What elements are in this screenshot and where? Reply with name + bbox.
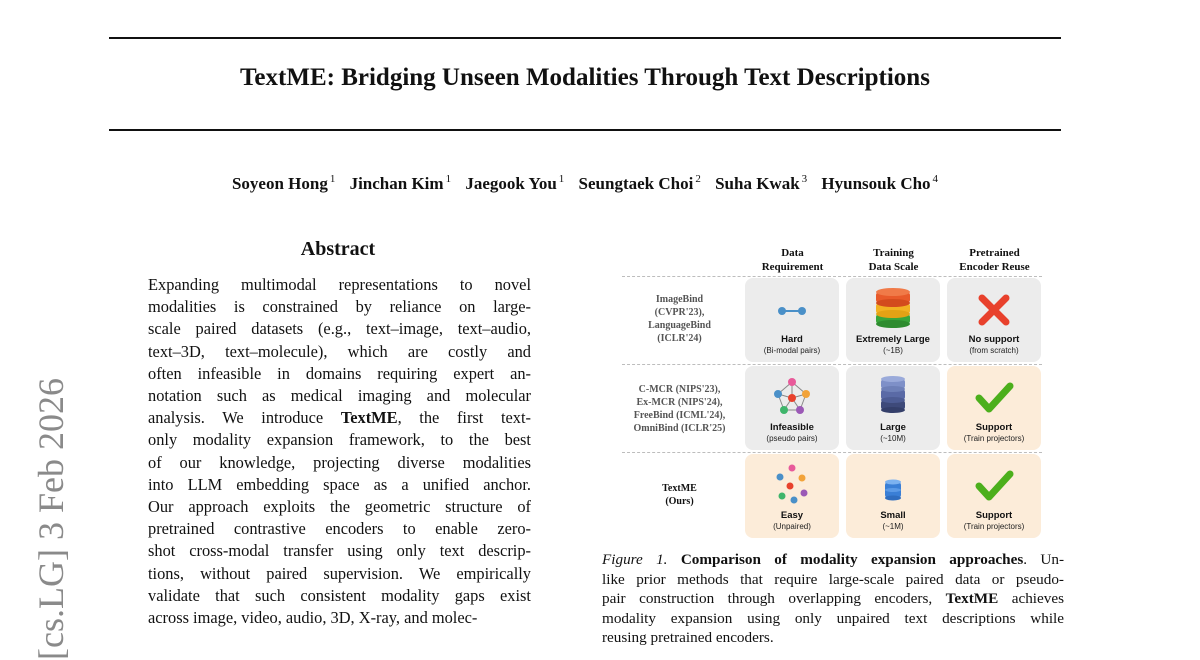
- paper-title: TextME: Bridging Unseen Modalities Through Text Descriptions: [240, 64, 930, 91]
- abstract-line: analysis. We introduce TextME, the first text-: [148, 408, 532, 428]
- abstract-line: Our approach exploits the geometric structure of: [148, 497, 531, 517]
- cell-easy: Easy (Unpaired): [745, 454, 839, 538]
- title-rule-bottom: [109, 129, 1061, 131]
- caption-line: like prior methods that require large-scale paired data or pseudo-: [602, 570, 1064, 588]
- green-check-icon: [974, 466, 1014, 506]
- abstract-line: Expanding multimodal representations to novel: [148, 275, 531, 294]
- divider: [622, 276, 1042, 277]
- author: Suha Kwak $^3$: [715, 173, 808, 193]
- figure-1: [620, 240, 1045, 540]
- author: Seungtaek Choi $^2$: [578, 173, 701, 193]
- col-head-training-scale: Training Data Scale: [868, 247, 919, 273]
- cell-hard: Hard (Bi-modal pairs): [745, 278, 839, 362]
- red-cross-icon: [974, 290, 1014, 330]
- abstract-line: often infeasible in domains requiring expert an-: [148, 363, 531, 383]
- cell-extremely-large: Extremely Large (~1B): [846, 278, 940, 362]
- col-head-encoder-reuse: Pretrained Encoder Reuse: [959, 247, 1030, 273]
- abstract-line: validate that such consistent modality gaps exist: [148, 585, 531, 605]
- abstract-line: text–3D, text–molecule), which are costly and: [148, 341, 531, 361]
- abstract-body: [148, 274, 531, 629]
- database-small-icon: [873, 466, 913, 508]
- network-graph-icon: [772, 376, 812, 418]
- cell-small: Small (~1M): [846, 454, 940, 538]
- abstract-line: into LLM embedding space as a unified anchor.: [148, 474, 531, 494]
- caption-line: Figure 1. Comparison of modality expansion approaches. Un-: [602, 551, 1065, 568]
- scattered-dots-icon: [772, 462, 812, 504]
- author: Soyeon Hong $^1$: [231, 173, 336, 193]
- divider: [622, 364, 1042, 365]
- abstract-line: scale paired datasets (e.g., text–image, text–audio,: [148, 319, 531, 339]
- abstract-line: across image, video, audio, 3D, X-ray, and molec-: [148, 608, 478, 628]
- arxiv-stamp: [cs.LG] 3 Feb 2026: [31, 378, 71, 660]
- abstract-line: only modality expansion framework, to the best: [148, 430, 531, 450]
- title-rule-top: [109, 37, 1061, 39]
- bimodal-pair-icon: [772, 290, 812, 330]
- abstract-line: of our knowledge, projecting diverse modalities: [148, 452, 531, 472]
- caption-line: modality expansion using only unpaired text descriptions while: [602, 609, 1064, 627]
- row-label-cmcr: C-MCR (NIPS'23), Ex-MCR (NIPS'24), FreeBind (ICML'24), OmniBind (ICLR'25): [633, 384, 726, 434]
- cell-support: Support (Train projectors): [947, 454, 1041, 538]
- abstract-line: notation such as medical imaging and molecular: [148, 386, 531, 406]
- abstract-line: pretrained contrastive encoders to enable zero-: [148, 519, 531, 539]
- abstract-line: modalities is constrained by reliance on large-: [148, 297, 531, 317]
- author: Jaegook You $^1$: [465, 173, 565, 193]
- caption-line: reusing pretrained encoders.: [602, 629, 774, 647]
- cell-no-support: No support (from scratch): [947, 278, 1041, 362]
- figure-caption: [602, 550, 1064, 648]
- cell-support: Support (Train projectors): [947, 366, 1041, 450]
- cell-infeasible: Infeasible (pseudo pairs): [745, 366, 839, 450]
- abstract-line: shot cross-modal transfer using only text descrip-: [148, 541, 531, 561]
- col-head-data-requirement: Data Requirement: [761, 247, 824, 273]
- author: Jinchan Kim $^1$: [349, 173, 452, 193]
- author-list: [109, 173, 1061, 194]
- caption-line: pair construction through overlapping encoders, TextME achieves: [602, 590, 1065, 608]
- row-label-textme: TextME (Ours): [662, 483, 697, 507]
- row-label-imagebind: ImageBind (CVPR'23), LanguageBind (ICLR'24): [648, 294, 711, 344]
- abstract-heading: Abstract: [300, 238, 376, 260]
- cell-large: Large (~10M): [846, 366, 940, 450]
- database-xl-icon: [873, 286, 913, 330]
- author: Hyunsouk Cho $^4$: [821, 173, 939, 193]
- divider: [622, 452, 1042, 453]
- green-check-icon: [974, 378, 1014, 418]
- abstract-line: tions, without paired supervision. We empirically: [148, 563, 531, 583]
- database-large-icon: [873, 374, 913, 418]
